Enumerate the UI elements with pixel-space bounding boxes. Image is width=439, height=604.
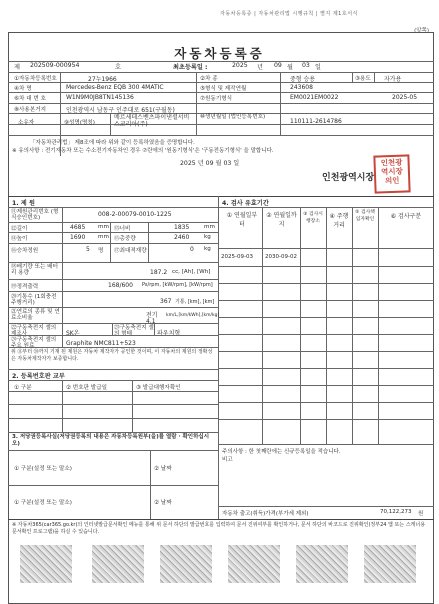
insp-col-inspector: ⑤ 검사책임자확인	[355, 210, 375, 222]
base-location-value: 인천광역시 남동구 인주대로 651(구월동)	[66, 107, 175, 114]
doc-number-suffix: 호	[115, 64, 121, 71]
day-unit: 일	[315, 64, 321, 71]
insp-row-from: 2025-09-03	[221, 254, 253, 260]
insp-col-distance: ④ 주행거리	[329, 213, 349, 229]
owner-birth-label: ⑩생년월일 (법인등록번호)	[200, 114, 266, 120]
weight-unit: kg	[204, 234, 211, 240]
insp-col-to: ② 연월일까지	[266, 212, 297, 228]
displacement-label: ⑱배기량 또는 배터리 용량	[11, 264, 58, 276]
battery-maker-label: ㉒구동축전지 셀의 제조사	[11, 325, 57, 337]
doc-number: 202509-000954	[30, 62, 80, 69]
blurred-code-block-3	[160, 545, 212, 583]
first-registration-label: 최초등록일 :	[173, 64, 208, 71]
power-value: 168/600	[108, 282, 133, 289]
maxload-unit: kg	[204, 246, 211, 252]
plate-col-date: ② 번호판 발급일	[66, 385, 107, 391]
specs-section-title: 1. 제 원	[12, 200, 35, 207]
caution-notice: ※ 유의사항 : 전기자동차 또는 수소전기자동차인 경우 ⑦란에의 '원동기형식'은 '구동전동기형식' 을 말합니다.	[12, 148, 274, 154]
official-seal-icon: 인천광 역시장 의인	[373, 154, 410, 193]
length-value: 4685	[70, 224, 86, 231]
battery-shape-label: ㉓구동축전지 셀의 형태	[114, 325, 154, 337]
top-strip	[220, 0, 439, 17]
length-label: ⑫길이	[11, 226, 28, 232]
mortgage-kind-label-2: ① 구분(설정 또는 말소)	[14, 500, 72, 506]
remark-label: 비고	[222, 457, 233, 463]
maxload-value: 0	[190, 246, 194, 253]
cylinder-value: 367	[160, 298, 172, 305]
year-unit: 년	[257, 64, 263, 71]
base-location-label: ⑧사용본거지	[14, 107, 47, 113]
battery-maker-value: SK온	[66, 330, 80, 337]
usage-value: 자가용	[384, 76, 402, 83]
owner-label: 소유자	[18, 120, 35, 126]
power-unit: Ps/rpm, [kW/rpm], [kW/rpm]	[142, 282, 213, 288]
specs-disclaimer: 위 ⑪부터 ⑳까지 기재 된 제원은 자동차 제작자가 공인한 것이며, 이 자동차의 제원의 정확성은 자동차제작자가 보증합니다.	[11, 349, 213, 362]
width-unit: mm	[204, 224, 215, 230]
blurred-code-block-2	[92, 545, 144, 583]
insp-col-place: ③ 검사시행장소	[303, 212, 323, 224]
insp-col-kind: ⑥ 검사구분	[390, 213, 422, 220]
fuel-unit: km/L,[km/kWh],[km/kg]	[166, 313, 220, 318]
insp-col-from: ① 연월일부터	[226, 212, 258, 228]
model-type-label: ⑤형식 및 제작연월	[200, 86, 247, 92]
price-unit: 원	[418, 511, 424, 517]
top-strip-text: 자동차등록증 | 자동차관리법 시행규칙 | 별지 제1호서식	[220, 11, 358, 17]
first-reg-year: 2025	[232, 62, 248, 69]
certification-notice: 「자동차관리법」 제8조에 따라 위와 같이 등록하였음을 증명합니다.	[30, 140, 195, 146]
model-name-label: ④차 명	[14, 86, 32, 92]
first-reg-day: 03	[302, 62, 310, 69]
blurred-code-block-6	[364, 545, 416, 583]
spec-no-label: ⑪제원관리번호 (형식승인번호)	[11, 209, 59, 221]
fuel-value: 전기 4.1	[146, 312, 158, 325]
price-label: 자동차 출고(취득)가격(부가세 제외)	[222, 511, 309, 517]
mortgage-section-title: 3. 저당권등록사실(저당권등록의 내용은 자동차등록원부(을)를 열람 · 확인하십시오)	[12, 434, 210, 447]
weight-label: ⑮총중량	[114, 236, 136, 242]
reg-number-label: ①자동차등록번호	[14, 76, 57, 82]
vehicle-type-value: 중형 승용	[290, 76, 316, 83]
capacity-value: 5	[86, 246, 90, 253]
model-type-value: 243608	[290, 84, 313, 91]
owner-name-label: ⑨성명(명칭)	[64, 120, 95, 126]
plate-col-kind: ① 구분	[14, 385, 32, 391]
vin-label: ⑥차 대 번 호	[14, 96, 46, 102]
mortgage-date-label-2: ② 날짜	[154, 500, 172, 506]
insp-row-to: 2030-09-02	[265, 254, 297, 260]
model-name-value: Mercedes-Benz EQB 300 4MATIC	[66, 84, 164, 91]
blurred-code-block-4	[228, 545, 280, 583]
mortgage-kind-label: ① 구분(설정 또는 말소)	[14, 466, 72, 472]
weight-value: 2460	[174, 234, 190, 241]
inspection-section-title: 4. 검사 유효기간	[222, 200, 269, 207]
engine-type-value: EM0021EM0022	[290, 94, 339, 101]
footer-notice: ※ 자동차365(car365.go.kr)의 인터넷발급문서확인 메뉴를 통해 위 문서 하단의 발급번호를 입력하여 문서 진위여부를 확인하거나, 문서 하단의 바코드로 진위확인(정부24 앱 또는 스캐너용 문서확인 프로그램)을 하실 수 있습니다.	[12, 522, 426, 535]
cylinder-label: ⑳기통수 (1회충전주행거리)	[11, 294, 57, 306]
displacement-unit: cc, [Ah], [Wh]	[172, 269, 211, 275]
vehicle-type-label: ②차 종	[200, 76, 218, 82]
owner-birth-value: 110111-2614786	[290, 118, 342, 125]
height-unit: mm	[98, 234, 109, 240]
blurred-code-block-5	[296, 545, 348, 583]
signer-name: 인천광역시장	[322, 173, 375, 183]
month-unit: 월	[287, 64, 293, 71]
plate-col-agent: ③ 발급대행자확인	[136, 385, 181, 391]
height-value: 1690	[70, 234, 86, 241]
length-unit: mm	[98, 224, 109, 230]
battery-shape-value: 파우치형	[157, 330, 181, 337]
engine-type-label: ⑦원동기형식	[200, 96, 233, 102]
power-label: ⑲정격출력	[11, 284, 39, 290]
plate-section-title: 2. 등록번호판 교부	[12, 373, 65, 380]
usage-label: ③용도	[355, 76, 371, 82]
battery-material-label: ㉔구동축전지 셀의 주요 원료	[11, 337, 57, 349]
capacity-label: ⑯승차정원	[11, 248, 39, 254]
maxload-label: ⑰최대적재량	[114, 248, 147, 254]
vin-value: W1N9M0JB8TN145136	[66, 94, 134, 101]
reg-number-value: 27누1966	[88, 76, 117, 83]
owner-name-value: 메르세데스벤츠파이낸셜서비스코리아(주)	[114, 114, 190, 128]
page-mark: (앞쪽)	[414, 28, 429, 34]
width-value: 1835	[174, 224, 190, 231]
width-label: ⑬너비	[114, 226, 131, 232]
displacement-value: 187.2	[150, 269, 168, 276]
blurred-code-block-1	[20, 545, 72, 583]
price-value: 70,122,273	[380, 509, 412, 515]
battery-material-value: Graphite NMC811+523	[66, 340, 136, 347]
document-title: 자동차등록증	[174, 46, 265, 61]
issue-date: 2025 년 09 월 03 일	[180, 160, 240, 167]
inspection-notice: 주의사항 : 한 첫째란에는 신규등록일을 적습니다.	[222, 449, 341, 455]
first-reg-month: 09	[274, 62, 282, 69]
fuel-label: ㉑연료의 종류 및 연료소비율	[11, 309, 60, 321]
spec-no-value: 008-2-00079-0010-1225	[98, 211, 172, 218]
mortgage-date-label: ② 날짜	[154, 466, 172, 472]
capacity-unit: 명	[98, 248, 104, 254]
manufacture-date-value: 2025-05	[392, 94, 418, 101]
cylinder-unit: 기통, [km], [km]	[175, 299, 215, 305]
height-label: ⑭높이	[11, 236, 28, 242]
no-label: 제	[14, 64, 20, 71]
